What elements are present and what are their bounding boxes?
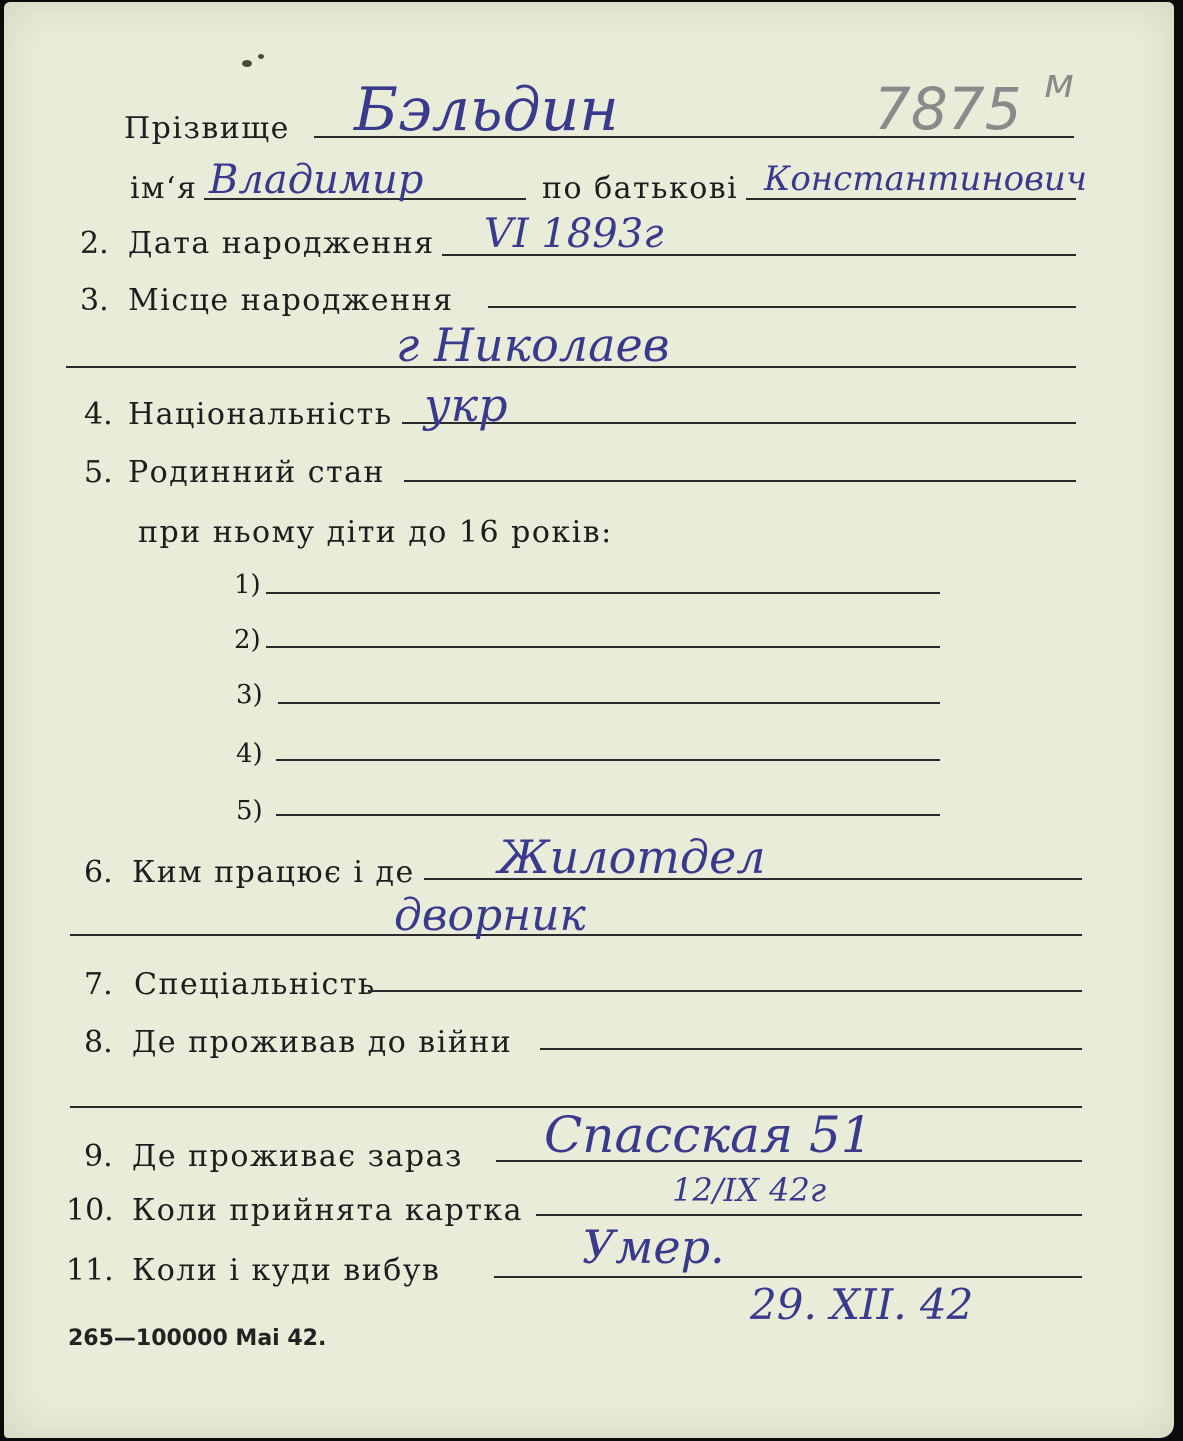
surname-label: Прізвище: [124, 111, 290, 146]
birth-place-num: 3.: [80, 283, 109, 318]
children-label: при ньому діти до 16 років:: [138, 515, 613, 550]
birth-date-value: VI 1893г: [484, 211, 664, 257]
child-num: 1): [234, 570, 261, 600]
birth-place-label: Місце народження: [128, 283, 454, 318]
print-code: 265—100000 Mai 42.: [68, 1326, 327, 1351]
archive-suffix: м: [1044, 61, 1075, 107]
work-label: Ким працює і де: [132, 855, 415, 890]
child-num: 4): [236, 739, 263, 769]
ink-spot: [258, 54, 264, 59]
speciality-line: [368, 990, 1082, 992]
child-num: 5): [236, 796, 263, 826]
work-value-2: дворник: [394, 890, 586, 941]
left-line: [494, 1276, 1082, 1278]
nationality-value: укр: [424, 378, 508, 432]
accepted-num: 10.: [66, 1193, 114, 1228]
work-value: Жилотдел: [498, 830, 766, 884]
speciality-num: 7.: [84, 967, 113, 1002]
birth-date-label: Дата народження: [128, 226, 435, 261]
prewar-line: [540, 1048, 1082, 1050]
accepted-label: Коли прийнята картка: [132, 1193, 524, 1228]
patronymic-value: Константинович: [764, 159, 1087, 199]
marital-num: 5.: [84, 455, 113, 490]
child-line: [278, 702, 940, 704]
birth-place-value: г Николаев: [396, 318, 670, 372]
surname-value: Бэльдин: [354, 75, 619, 145]
birth-date-num: 2.: [80, 226, 109, 261]
left-value: Умер.: [582, 1220, 725, 1274]
archive-number: 7875: [874, 75, 1022, 143]
registration-card: [4, 2, 1174, 1438]
accepted-line: [536, 1214, 1082, 1216]
child-num: 3): [236, 680, 263, 710]
current-num: 9.: [84, 1139, 113, 1174]
current-label: Де проживає зараз: [132, 1139, 463, 1174]
prewar-label: Де проживав до війни: [132, 1025, 513, 1060]
current-value: Спасская 51: [544, 1106, 873, 1164]
left-label: Коли і куди вибув: [132, 1253, 441, 1288]
nationality-label: Національність: [128, 397, 393, 432]
child-line: [266, 592, 940, 594]
accepted-value: 12/IX 42г: [672, 1171, 826, 1209]
nationality-num: 4.: [84, 397, 113, 432]
child-num: 2): [234, 625, 261, 655]
work-num: 6.: [84, 855, 113, 890]
left-num: 11.: [66, 1253, 114, 1288]
name-value: Владимир: [209, 157, 424, 203]
ink-spot: [242, 60, 252, 67]
child-line: [266, 646, 940, 648]
marital-label: Родинний стан: [128, 455, 386, 490]
child-line: [276, 759, 940, 761]
left-value-2: 29. XII. 42: [750, 1280, 974, 1329]
birth-place-line: [488, 306, 1076, 308]
patronymic-label: по батькові: [542, 171, 739, 206]
child-line: [276, 814, 940, 816]
marital-line: [404, 480, 1076, 482]
speciality-label: Спеціальність: [134, 967, 376, 1002]
name-label: ім‘я: [130, 171, 198, 206]
prewar-num: 8.: [84, 1025, 113, 1060]
